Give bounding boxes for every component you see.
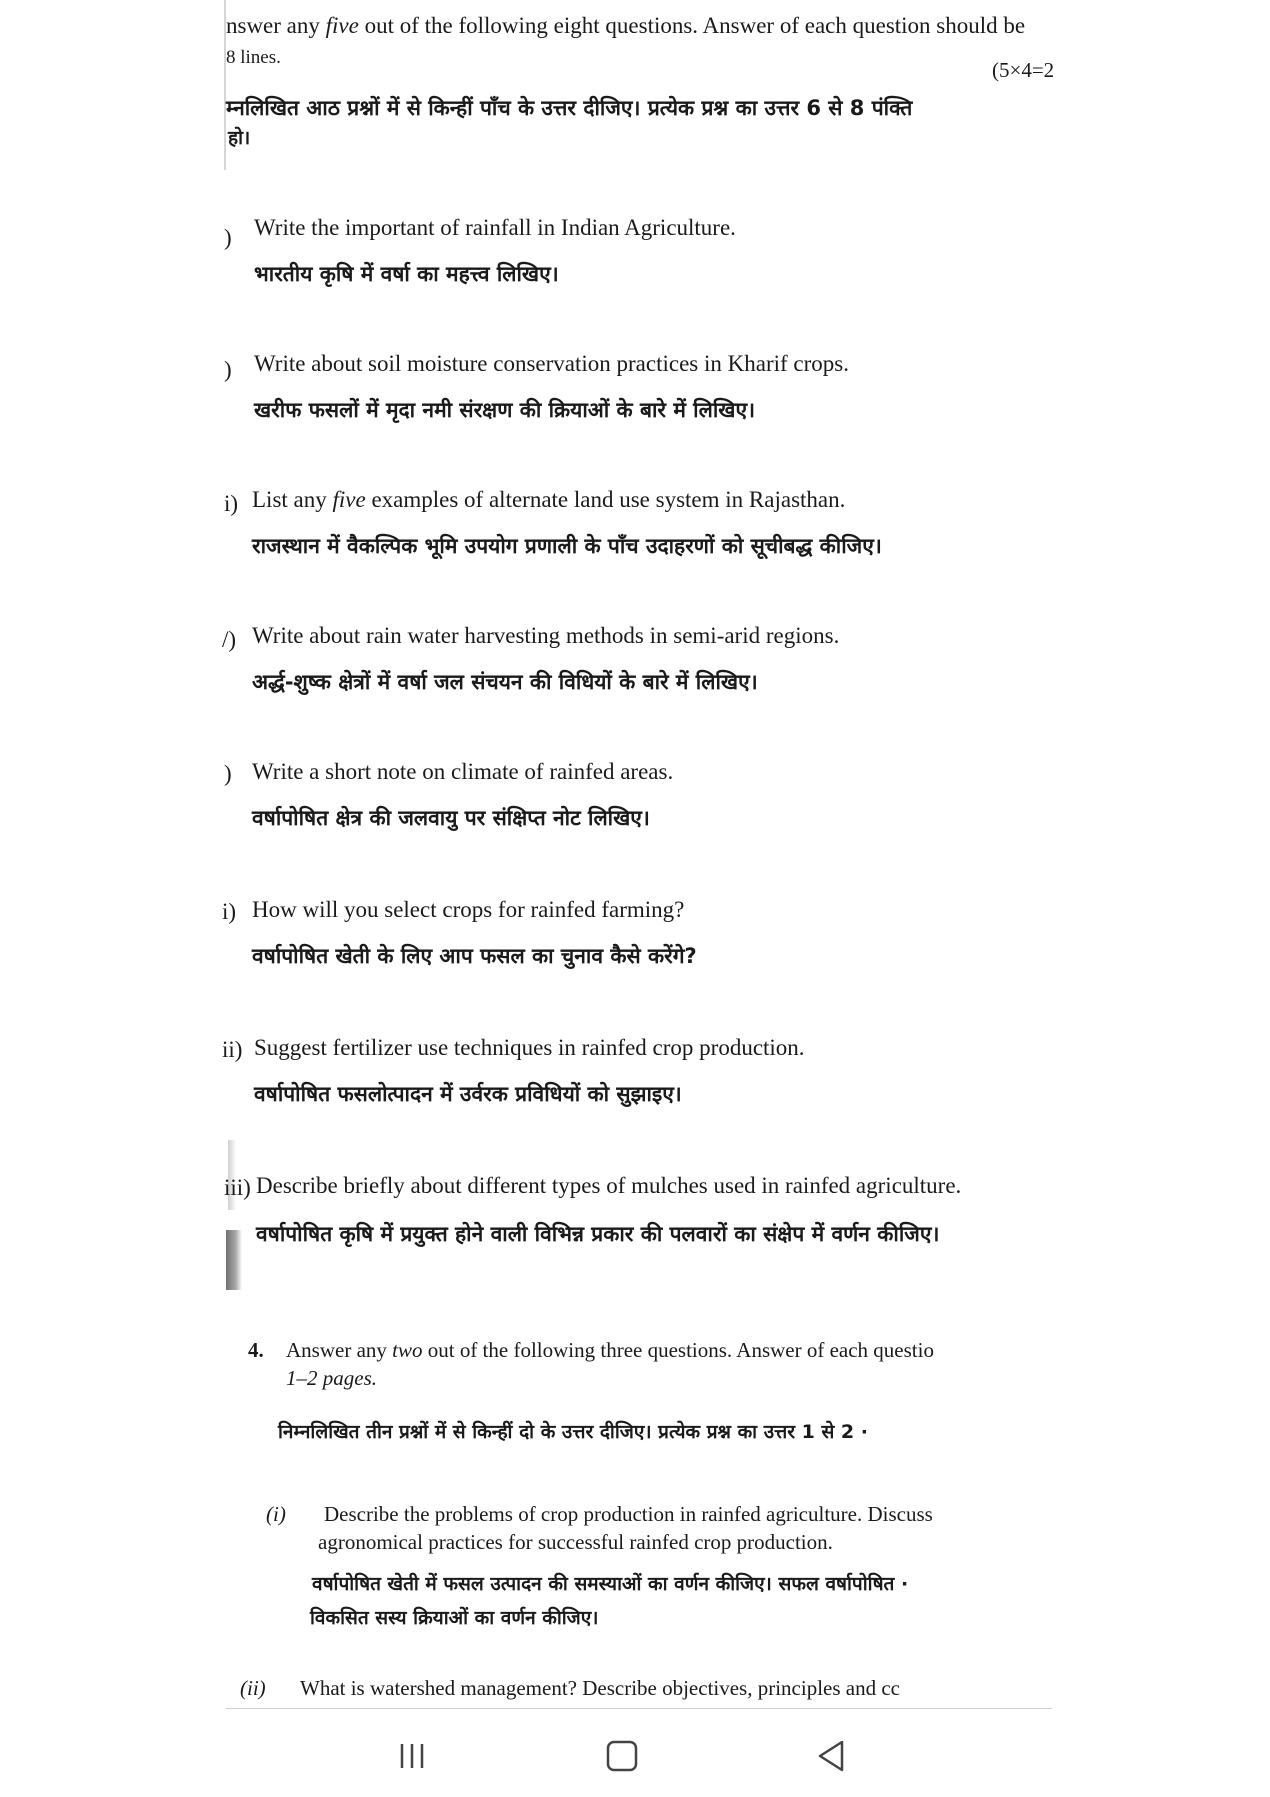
system-navigation-bar [0,1712,1270,1797]
question-number: i) [224,491,239,516]
section4-q1-number: (i) [266,1502,286,1526]
question-number: ) [224,357,232,382]
section4-instruction-en-line1: Answer any two out of the following three questions. Answer of each questio [286,1338,934,1362]
scan-shadow-dark [226,1230,242,1290]
section4-instruction-en-line2: 1–2 pages. [286,1366,377,1390]
section4-number: 4. [248,1338,264,1362]
question-hi: वर्षापोषित क्षेत्र की जलवायु पर संक्षिप्त नोट लिखिए। [252,806,650,830]
section4-q1-hi-line1: वर्षापोषित खेती में फसल उत्पादन की समस्याओं का वर्णन कीजिए। सफल वर्षापोषित · [312,1573,909,1595]
question-hi: भारतीय कृषि में वर्षा का महत्त्व लिखिए। [254,262,559,286]
section4-q2-number: (ii) [240,1676,266,1700]
section3-instruction-hi-line1: म्नलिखित आठ प्रश्नों में से किन्हीं पाँच के उत्तर दीजिए। प्रत्येक प्रश्न का उत्तर 6 से 8 पंक्ति [226,96,913,120]
home-button[interactable] [598,1732,646,1780]
home-square-icon [598,1732,646,1780]
question-number: ) [224,761,232,786]
question-number: i) [222,899,237,924]
question-en: List any five examples of alternate land use system in Rajasthan. [252,487,846,512]
section3-instruction-en-line2: 8 lines. [226,47,281,68]
question-en: Write about soil moisture conservation practices in Kharif crops. [254,351,849,376]
question-en: Write the important of rainfall in Indian Agriculture. [254,215,736,240]
question-hi: राजस्थान में वैकल्पिक भूमि उपयोग प्रणाली के पाँच उदाहरणों को सूचीबद्ध कीजिए। [252,534,882,558]
section3-instruction-hi-line2: हो। [228,127,251,149]
menu-lines-icon [390,1732,438,1780]
question-number: iii) [224,1175,251,1200]
section4-q1-en-line1: Describe the problems of crop production in rainfed agriculture. Discuss [324,1502,933,1526]
question-hi: वर्षापोषित खेती के लिए आप फसल का चुनाव कैसे करेंगे? [252,944,697,968]
section3-instruction-en-line1: nswer any five out of the following eight questions. Answer of each question should be [226,13,1026,38]
page-bottom-rule [226,1708,1052,1709]
question-hi: वर्षापोषित फसलोत्पादन में उर्वरक प्रविधियों को सुझाइए। [254,1082,682,1106]
question-en: Write a short note on climate of rainfed areas. [252,759,674,784]
recent-apps-button[interactable] [390,1732,438,1780]
question-en: Describe briefly about different types of mulches used in rainfed agriculture. [256,1173,962,1198]
section4-q2-en: What is watershed management? Describe objectives, principles and cc [300,1676,901,1700]
question-number: ii) [222,1037,243,1062]
question-number: ) [224,225,232,250]
question-en: Write about rain water harvesting methods in semi-arid regions. [252,623,840,648]
back-triangle-icon [808,1732,856,1780]
question-en: How will you select crops for rainfed farming? [252,897,685,922]
section3-marks: (5×4=2 [992,58,1055,82]
section4-instruction-hi: निम्नलिखित तीन प्रश्नों में से किन्हीं दो के उत्तर दीजिए। प्रत्येक प्रश्न का उत्तर 1 से 2 · [278,1421,868,1443]
question-hi: अर्द्ध-शुष्क क्षेत्रों में वर्षा जल संचयन की विधियों के बारे में लिखिए। [252,670,758,694]
question-en: Suggest fertilizer use techniques in rainfed crop production. [254,1035,805,1060]
section4-q1-en-line2: agronomical practices for successful rainfed crop production. [318,1530,833,1554]
question-hi: वर्षापोषित कृषि में प्रयुक्त होने वाली विभिन्न प्रकार की पलवारों का संक्षेप में वर्णन कीजिए। [256,1222,940,1246]
question-hi: खरीफ फसलों में मृदा नमी संरक्षण की क्रियाओं के बारे में लिखिए। [254,398,756,422]
back-button[interactable] [808,1732,856,1780]
section4-q1-hi-line2: विकसित सस्य क्रियाओं का वर्णन कीजिए। [310,1607,599,1629]
question-number: /) [222,627,237,652]
